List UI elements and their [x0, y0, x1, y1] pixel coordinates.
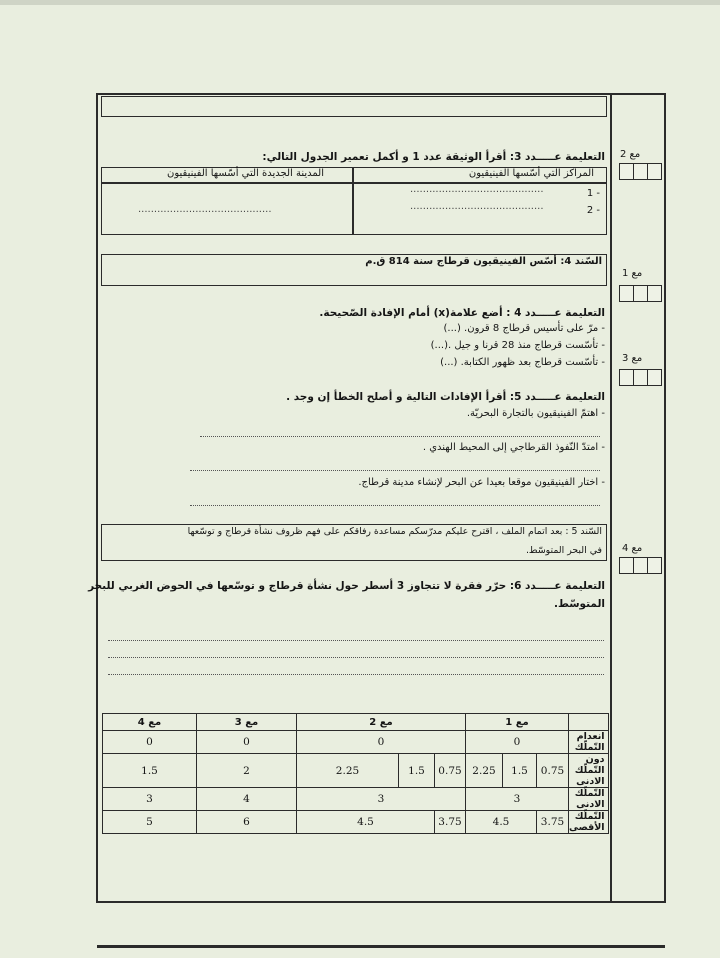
task4-item-1[interactable]: - مرّ على تأسيس قرطاج 8 قرون. (...)	[443, 323, 605, 334]
task6-answer-line-1[interactable]	[108, 640, 604, 641]
grading-row-below-min	[103, 754, 679, 788]
cell: 3.75	[537, 811, 569, 834]
task4-item-2[interactable]: - تأسّست قرطاج منذ 28 قرنا و جيل .(...)	[430, 340, 605, 351]
row-label: انعدام التّملّك	[569, 731, 609, 754]
cell: 1.5	[503, 754, 537, 788]
header-corner	[569, 714, 609, 731]
task5-answer-line-3[interactable]	[190, 505, 600, 506]
cell: 0.75	[435, 754, 466, 788]
task6-answer-line-2[interactable]	[108, 657, 604, 658]
task3-row1-label: - 1	[586, 188, 600, 199]
cell: 3.75	[435, 811, 466, 834]
cell: 0	[297, 731, 466, 754]
task5-answer-line-1[interactable]	[200, 436, 600, 437]
task5-item-3: - اختار الفينيقيون موقعا بعيدا عن البحر لإنشاء مدينة قرطاج.	[358, 477, 605, 488]
score-boxes-1[interactable]	[619, 285, 662, 302]
score-boxes-2[interactable]	[619, 163, 662, 180]
row-label: دون التّملّك الادنى	[569, 754, 609, 788]
score-boxes-3[interactable]	[619, 369, 662, 386]
cell: 3	[297, 788, 466, 811]
task3-col-left-header: المدينة الجديدة التي أسّسها الفينيقيون	[167, 168, 324, 179]
previous-answer-box	[101, 96, 607, 117]
row-label: التّملّك الادنى	[569, 788, 609, 811]
task6-line-2: المتوسّط.	[553, 598, 605, 610]
doc5-line-2: في البحر المتوسّط.	[525, 545, 602, 556]
header-crit-1: مع 1	[466, 714, 569, 731]
header-crit-2: مع 2	[297, 714, 466, 731]
score-label-1: مع 1	[622, 268, 643, 279]
task6-line-1: التعليمة عـــــدد 6: حرّر فقرة لا تتجاوز 3 أسطر حول نشأة قرطاج و توسّعها في الحوض الغربي للبحر	[88, 580, 605, 592]
cell: 4.5	[297, 811, 435, 834]
task4-heading: التعليمة عـــــدد 4 : أضع علامة(x) أمام الإفادة الصّحيحة.	[319, 307, 605, 319]
cell: 3	[103, 788, 197, 811]
cell: 0	[103, 731, 197, 754]
cell: 0	[466, 731, 569, 754]
task3-row1-answer-dots[interactable]: ..........................................	[410, 184, 544, 195]
task5-heading: التعليمة عـــــدد 5: أقرأ الإفادات التالية و أصلح الخطأ إن وجد .	[286, 391, 605, 403]
cell: 0	[197, 731, 297, 754]
doc5-line-1: السّند 5 : بعد اتمام الملف ، اقترح عليكم مدرّسكم مساعدة رفاقكم على فهم ظروف نشأة قرطاج و توسّعها	[187, 526, 602, 537]
doc4-text: السّند 4: أسّس الفينيقيون قرطاج سنة 814 ق.م	[365, 256, 602, 267]
task3-heading: التعليمة عـــــدد 3: أقرأ الوثيقة عدد 1 و أكمل تعمير الجدول التالي:	[262, 151, 605, 163]
row-label: التّملّك الأقصى	[569, 811, 609, 834]
cell: 5	[103, 811, 197, 834]
score-label-3: مع 3	[622, 353, 643, 364]
task4-item-3[interactable]: - تأسّست قرطاج بعد ظهور الكتابة. (...)	[440, 357, 605, 368]
task3-row2-answer-dots[interactable]: ..........................................	[410, 201, 544, 212]
task5-item-1: - اهتمّ الفينيقيون بالتجارة البحريّة.	[466, 408, 605, 419]
score-boxes-4[interactable]	[619, 557, 662, 574]
cell: 6	[197, 811, 297, 834]
header-crit-3: مع 3	[197, 714, 297, 731]
header-crit-4: مع 4	[103, 714, 197, 731]
score-label-2: مع 2	[620, 149, 641, 160]
grading-row-min	[103, 788, 679, 811]
cell: 0.75	[537, 754, 569, 788]
grading-header-row	[103, 714, 679, 731]
cell: 2.25	[466, 754, 503, 788]
cell: 4.5	[466, 811, 537, 834]
cell: 2	[197, 754, 297, 788]
task3-table	[101, 167, 607, 235]
grading-table	[102, 713, 679, 834]
cell: 1.5	[103, 754, 197, 788]
cell: 1.5	[399, 754, 435, 788]
score-label-4: مع 4	[622, 543, 643, 554]
grading-row-none	[103, 731, 679, 754]
top-strip	[0, 0, 720, 5]
cell: 2.25	[297, 754, 399, 788]
bottom-rule	[97, 945, 665, 948]
task3-row2-label: - 2	[586, 205, 600, 216]
task5-item-2: - امتدّ النّفوذ القرطاجي إلى المحيط الهندي .	[422, 442, 605, 453]
task3-new-city-answer-dots[interactable]: ..........................................	[138, 204, 272, 215]
grading-row-max	[103, 811, 679, 834]
task5-answer-line-2[interactable]	[190, 470, 600, 471]
task6-answer-line-3[interactable]	[108, 674, 604, 675]
cell: 3	[466, 788, 569, 811]
cell: 4	[197, 788, 297, 811]
task3-col-right-header: المراكز التي أسّسها الفينيقيون	[468, 168, 594, 179]
